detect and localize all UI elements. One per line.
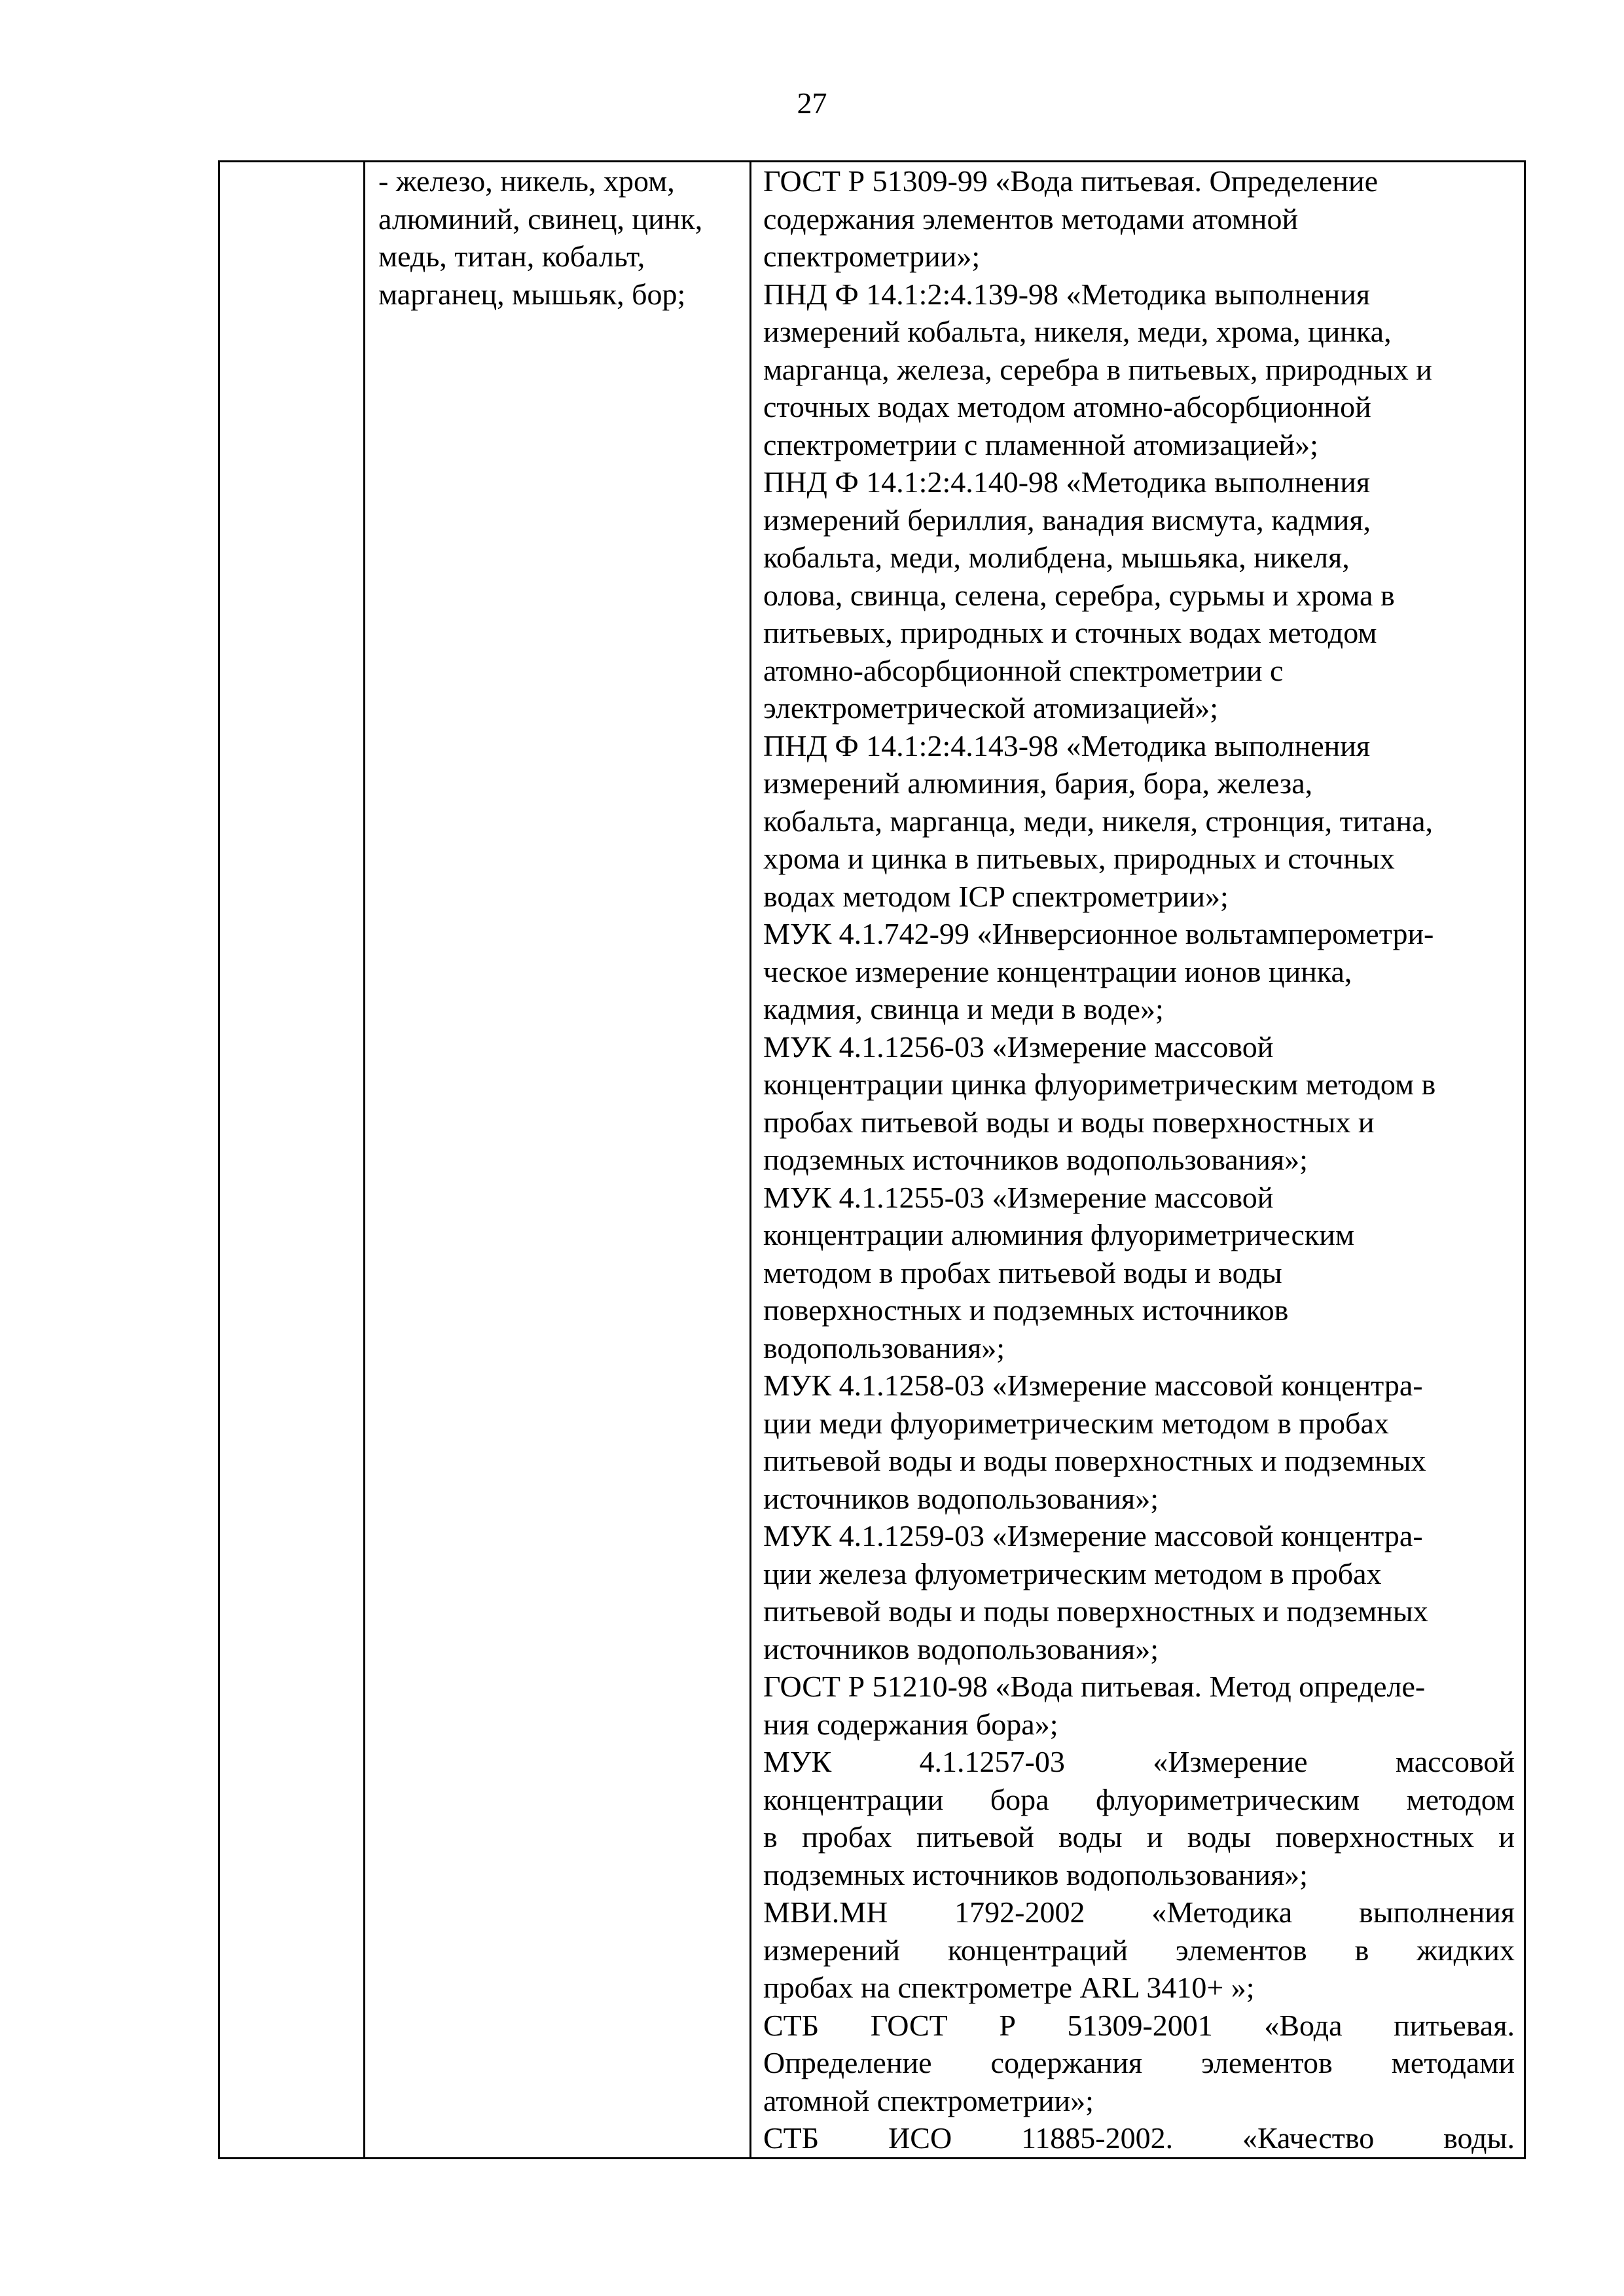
cell-text-line: МУК 4.1.742-99 «Инверсионное вольтамперометри- [763,917,1434,950]
cell-text-line: СТБ ИСО 11885-2002. «Качество воды. [763,2121,1515,2155]
cell-text-line: кадмия, свинца и меди в воде»; [763,992,1164,1026]
page-number: 27 [797,86,827,120]
cell-text-line: методом в пробах питьевой воды и воды [763,1255,1282,1289]
cell-text-line: водопользования»; [763,1331,1005,1365]
cell-text-line: ПНД Ф 14.1:2:4.143-98 «Методика выполнения [763,728,1371,762]
cell-text-line: измерений концентраций элементов в жидких [763,1933,1515,1967]
table-row [219,162,1525,2159]
cell-text-line: концентрации цинка флуориметрическим методом в [763,1067,1436,1101]
cell-text-line: атомно-абсорбционной спектрометрии с [763,653,1284,687]
cell-text-line: ГОСТ Р 51309-99 «Вода питьевая. Определение [763,164,1379,198]
cell-text-line: марганца, железа, серебра в питьевых, природных и [763,352,1432,386]
cell-text-line: хрома и цинка в питьевых, природных и сточных [763,842,1395,875]
cell-text-line: ции железа флуометрическим методом в пробах [763,1556,1382,1590]
cell-text-line: олова, свинца, селена, серебра, сурьмы и хрома в [763,578,1395,612]
cell-text-line: содержания элементов методами атомной [763,202,1299,236]
cell-text-line: поверхностных и подземных источников [763,1293,1289,1327]
cell-text-line: алюминий, свинец, цинк, [378,202,703,236]
table-cell-number [219,162,365,2159]
cell-text-line: питьевых, природных и сточных водах методом [763,616,1377,649]
cell-text-line: питьевой воды и поды поверхностных и подземных [763,1594,1428,1628]
cell-text-line: ния содержания бора»; [763,1707,1058,1741]
cell-text-line: кобальта, марганца, меди, никеля, стронция, титана, [763,804,1433,838]
cell-text-line: пробах на спектрометре ARL 3410+ »; [763,1971,1255,2004]
cell-text-line: подземных источников водопользования»; [763,1857,1308,1892]
cell-text-line: измерений алюминия, бария, бора, железа, [763,766,1313,800]
cell-text-line: кобальта, меди, молибдена, мышьяка, никеля, [763,541,1350,574]
cell-text-line: Определение содержания элементов методами [763,2046,1515,2079]
cell-text-line: питьевой воды и воды поверхностных и подземных [763,1444,1426,1477]
cell-text-line: ГОСТ Р 51210-98 «Вода питьевая. Метод определе- [763,1670,1426,1703]
cell-text-line: атомной спектрометрии»; [763,2083,1094,2117]
table-cell-methods [751,162,1525,2159]
cell-text-line: СТБ ГОСТ Р 51309-2001 «Вода питьевая. [763,2008,1515,2042]
cell-text-line: - железо, никель, хром, [378,164,675,198]
cell-text-line: измерений кобальта, никеля, меди, хрома, цинка, [763,315,1392,348]
cell-text-line: пробах питьевой воды и воды поверхностных и [763,1105,1375,1139]
cell-text-line: спектрометрии»; [763,240,981,273]
cell-text-line: источников водопользования»; [763,1481,1159,1515]
cell-text-line: марганец, мышьяк, бор; [378,277,686,311]
cell-text-line: МУК 4.1.1258-03 «Измерение массовой концентра- [763,1369,1423,1402]
cell-text-line: в пробах питьевой воды и воды поверхностных и [763,1820,1515,1854]
cell-text-line: медь, титан, кобальт, [378,240,645,273]
cell-text-line: ПНД Ф 14.1:2:4.140-98 «Методика выполнения [763,465,1371,499]
cell-text-line: концентрации бора флуориметрическим методом [763,1782,1515,1816]
cell-text-line: измерений бериллия, ванадия висмута, кадмия, [763,503,1371,537]
cell-text-line: сточных водах методом атомно-абсорбционной [763,390,1371,423]
table-cell-indicators [365,162,751,2159]
cell-text-line: МУК 4.1.1257-03 «Измерение массовой [763,1745,1515,1778]
cell-text-line: ПНД Ф 14.1:2:4.139-98 «Методика выполнения [763,277,1371,311]
cell-text-line: концентрации алюминия флуориметрическим [763,1218,1354,1251]
cell-text-line: электрометрической атомизацией»; [763,691,1219,725]
cell-text-line: МУК 4.1.1256-03 «Измерение массовой [763,1030,1274,1064]
cell-text-line: водах методом ICP спектрометрии»; [763,879,1229,913]
cell-text-line: МУК 4.1.1259-03 «Измерение массовой концентра- [763,1519,1423,1552]
cell-text-line: источников водопользования»; [763,1632,1159,1666]
cell-text-line: подземных источников водопользования»; [763,1143,1308,1176]
cell-text-line: МВИ.МН 1792-2002 «Методика выполнения [763,1895,1515,1929]
cell-text-line: ческое измерение концентрации ионов цинка, [763,954,1352,988]
cell-text-line: МУК 4.1.1255-03 «Измерение массовой [763,1180,1274,1214]
requirements-table [218,160,1526,2159]
cell-text-line: спектрометрии с пламенной атомизацией»; [763,427,1318,461]
cell-text-line: ции меди флуориметрическим методом в пробах [763,1406,1389,1440]
